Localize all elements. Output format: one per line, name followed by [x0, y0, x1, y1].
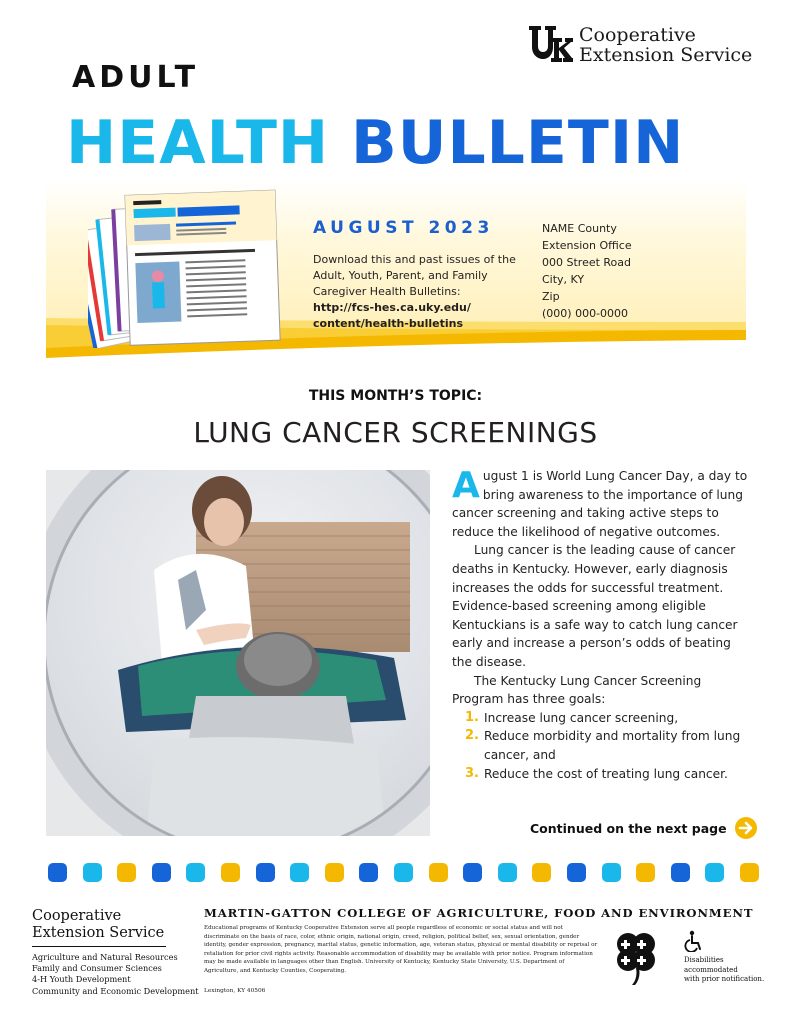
- goal-item: [452, 709, 752, 728]
- footer-divider: [32, 946, 166, 947]
- past-issues-thumbnail: [88, 188, 288, 348]
- goal-number: 1.: [465, 709, 479, 725]
- accessibility-note: [684, 956, 764, 985]
- logo-text-line2: Extension Service: [579, 44, 753, 66]
- footer-program-units: [32, 952, 199, 997]
- article-paragraph-3: The Kentucky Lung Cancer Screening Program has three goals:: [452, 673, 702, 707]
- goal-number: 2.: [465, 728, 479, 744]
- 4h-clover-icon: [608, 930, 664, 986]
- uk-logo-icon: [527, 24, 573, 66]
- decorative-dot: [429, 863, 448, 882]
- title-word-health: HEALTH: [66, 108, 330, 178]
- goal-item: [452, 727, 752, 764]
- decorative-dot: [48, 863, 67, 882]
- article-paragraph-1: [452, 467, 752, 541]
- access-line: with prior notification.: [684, 975, 765, 983]
- decorative-dot: [186, 863, 205, 882]
- decorative-dot: [221, 863, 240, 882]
- decorative-dot-strip: [48, 863, 748, 883]
- wheelchair-icon: [684, 930, 704, 952]
- footer-location: Lexington, KY 40506: [204, 988, 266, 994]
- download-info: [313, 252, 523, 332]
- decorative-dot: [498, 863, 517, 882]
- decorative-dot: [290, 863, 309, 882]
- access-line: accommodated: [684, 965, 738, 974]
- goal-item: [452, 765, 752, 784]
- access-line: Disabilities: [684, 956, 724, 964]
- address-line: Extension Office: [542, 239, 632, 252]
- article-paragraph-2: Lung cancer is the leading cause of cancer deaths in Kentucky. However, early diagnosis increases the odds for successful treatment. Evidence-based screening among eligible Kentuckians is a safe way to catch lung cancer early and increase a person’s odds of beating the disease.: [452, 543, 738, 669]
- decorative-dot: [602, 863, 621, 882]
- decorative-dot: [532, 863, 551, 882]
- address-line: Zip: [542, 290, 560, 303]
- address-line: NAME County: [542, 222, 617, 235]
- topic-title: LUNG CANCER SCREENINGS: [193, 416, 598, 449]
- bulletin-title: [66, 108, 684, 178]
- address-line: City, KY: [542, 273, 585, 286]
- decorative-dot: [152, 863, 171, 882]
- decorative-dot: [325, 863, 344, 882]
- decorative-dot: [394, 863, 413, 882]
- decorative-dot: [636, 863, 655, 882]
- title-word-bulletin: BULLETIN: [350, 108, 685, 178]
- decorative-dot: [83, 863, 102, 882]
- decorative-dot: [705, 863, 724, 882]
- program-unit: Agriculture and Natural Resources: [32, 952, 178, 962]
- bulletins-link[interactable]: [313, 300, 523, 332]
- bulletins-link-line1: http://fcs-hes.ca.uky.edu/: [313, 301, 471, 314]
- drop-cap: A: [452, 465, 480, 506]
- paragraph-text: ugust 1 is World Lung Cancer Day, a day to bring awareness to the importance of lung cancer screening and taking active steps to reduce the likelihood of negative outcomes.: [452, 469, 748, 539]
- decorative-dot: [359, 863, 378, 882]
- program-unit: Community and Economic Development: [32, 985, 199, 996]
- goal-text: Reduce the cost of treating lung cancer.: [484, 766, 728, 781]
- decorative-dot: [671, 863, 690, 882]
- program-unit: 4-H Youth Development: [32, 974, 131, 985]
- logo-text-line1: Cooperative: [579, 24, 696, 46]
- topic-kicker: THIS MONTH’S TOPIC:: [308, 388, 483, 404]
- nondiscrimination-statement: Educational programs of Kentucky Cooperative Extension serve all people regardless of economic or social status and will not discriminate on the basis of race, color, ethnic origin, national origin, creed, religion, political belief, sex, sexual orientation, gender identity, gender expression, pregnancy, marital status, genetic information, age, veteran status, physical or mental disability or reprisal or retaliation for prior civil rights activity. Reasonable accommodation of disability may be available with prior notice. Program information may be made available in languages other than English. University of Kentucky, Kentucky State University, U.S. Department of Agriculture, and Kentucky Counties, Cooperating.: [204, 925, 598, 974]
- footer-ces-line1: Cooperative: [32, 908, 122, 924]
- goal-number: 3.: [465, 765, 479, 781]
- download-text: Download this and past issues of the Adult, Youth, Parent, and Family Caregiver Health Bulletins:: [313, 253, 516, 298]
- issue-month: AUGUST 2023: [313, 218, 494, 238]
- uk-cooperative-extension-logo: [527, 24, 752, 66]
- goals-list: [452, 709, 752, 783]
- footer-ces-name: [32, 908, 164, 942]
- goal-text: Reduce morbidity and mortality from lung cancer, and: [484, 729, 741, 762]
- address-phone: (000) 000-0000: [542, 307, 629, 320]
- decorative-dot: [117, 863, 136, 882]
- bulletins-link-line2: content/health-bulletins: [313, 317, 463, 330]
- continued-text: Continued on the next page: [530, 820, 727, 836]
- decorative-dot: [567, 863, 586, 882]
- arrow-right-circle-icon: [735, 817, 757, 839]
- program-unit: Family and Consumer Sciences: [32, 963, 162, 974]
- continued-next-page-link[interactable]: [530, 817, 757, 839]
- decorative-dot: [463, 863, 482, 882]
- decorative-dot: [256, 863, 275, 882]
- address-line: 000 Street Road: [542, 256, 632, 269]
- ct-scan-photo: [46, 470, 430, 836]
- college-name: MARTIN-GATTON COLLEGE OF AGRICULTURE, FOOD AND ENVIRONMENT: [204, 906, 754, 920]
- footer-ces-line2: Extension Service: [32, 925, 165, 941]
- article-body: [452, 467, 752, 783]
- audience-label: ADULT: [72, 60, 200, 95]
- county-office-address: [542, 220, 632, 322]
- decorative-dot: [740, 863, 759, 882]
- goal-text: Increase lung cancer screening,: [484, 710, 679, 725]
